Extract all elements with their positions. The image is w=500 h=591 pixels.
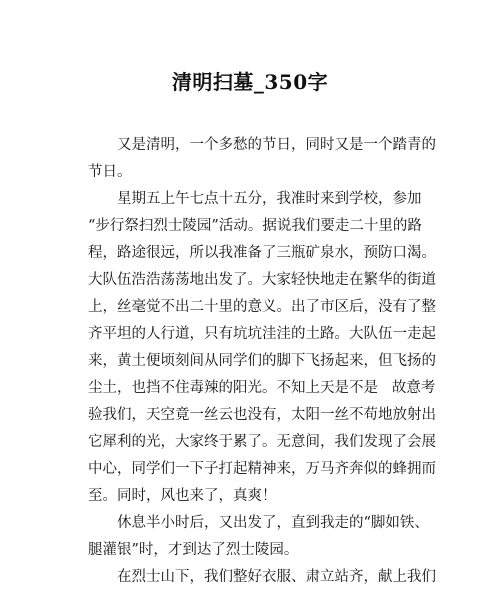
text-line: 在烈士山下，我们整好衣服、肃立站齐，献上我们 [117, 569, 436, 585]
text-line: 节日。 [88, 164, 132, 180]
text-line: 尘土，也挡不住毒辣的阳光。不知上天是不是 故意考 [88, 380, 436, 396]
document-title: 清明扫墓_350字 [171, 70, 329, 94]
text-line: 上，丝毫觉不出二十里的意义。出了市区后，没有了整 [88, 299, 436, 315]
text-line: 中心，同学们一下子打起精神来，万马齐奔似的蜂拥而 [88, 461, 436, 477]
text-line: 星期五上午七点十五分，我准时来到学校，参加 [117, 191, 422, 207]
text-line: 程，路途很远，所以我准备了三瓶矿泉水，预防口渴。 [88, 245, 436, 261]
text-line: 大队伍浩浩荡荡地出发了。大家轻快地走在繁华的街道 [88, 272, 436, 288]
text-line: 休息半小时后，又出发了，直到我走的“脚如铁、 [117, 515, 429, 531]
text-line: 又是清明，一个多愁的节日，同时又是一个踏青的 [117, 137, 436, 153]
document-body [88, 132, 436, 591]
text-line: 验我们，天空竟一丝云也没有，太阳一丝不苟地放射出 [88, 407, 436, 423]
text-line: 至。同时，风也来了，真爽！ [88, 488, 277, 504]
text-line: 来，黄土便顷刻间从同学们的脚下飞扬起来，但飞扬的 [88, 353, 436, 369]
text-line: “步行祭扫烈士陵园”活动。据说我们要走二十里的路 [88, 218, 422, 234]
text-line: 它犀利的光，大家终于累了。无意间，我们发现了会展 [88, 434, 436, 450]
text-line: 腿灌银”时，才到达了烈士陵园。 [88, 542, 299, 558]
text-line: 齐平坦的人行道，只有坑坑洼洼的土路。大队伍一走起 [88, 326, 436, 342]
